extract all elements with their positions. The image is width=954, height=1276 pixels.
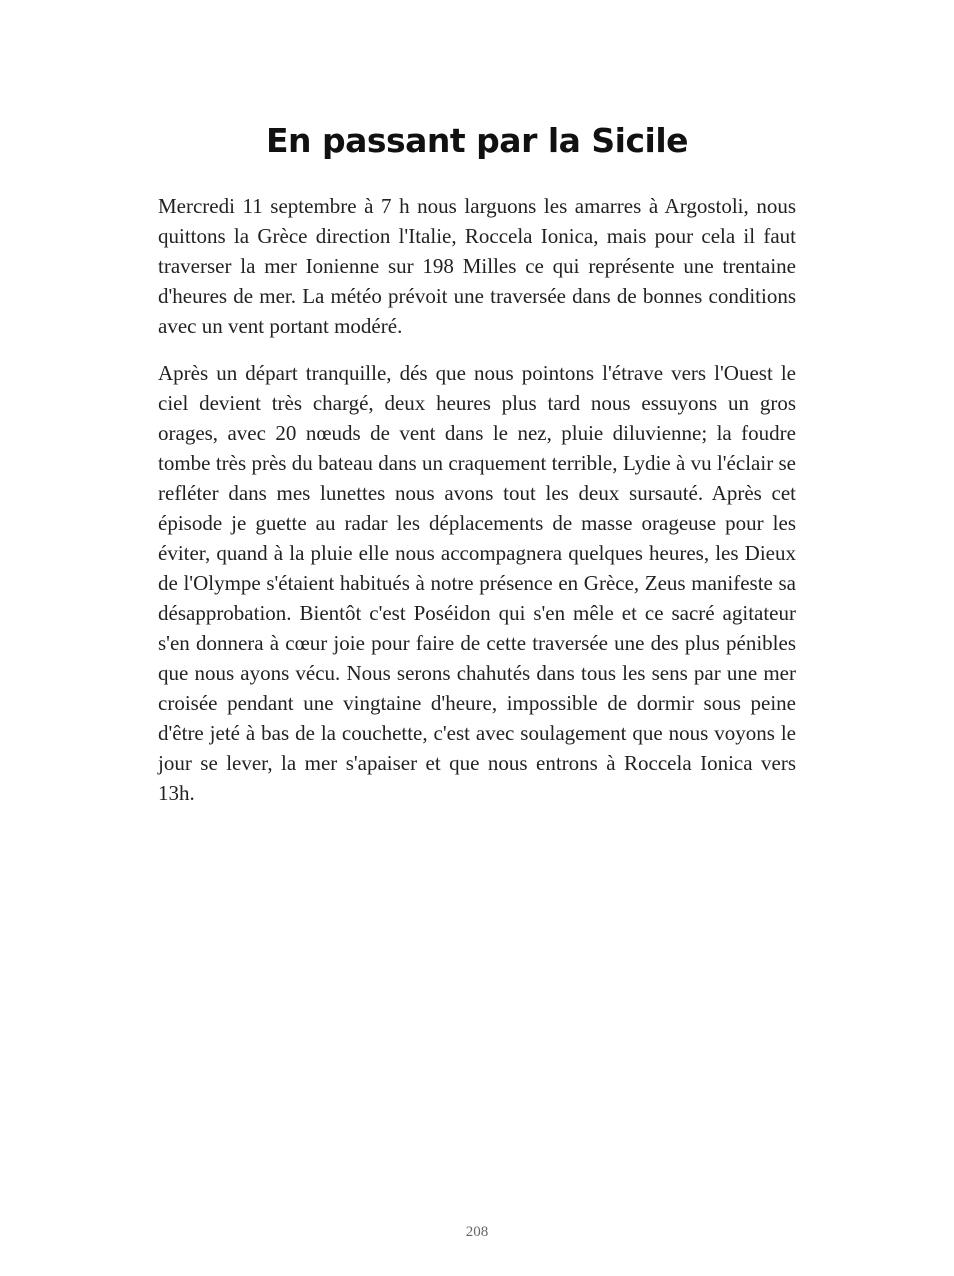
page-number: 208 <box>465 1224 489 1240</box>
paragraph-2: Après un départ tranquille, dés que nous pointons l'étrave vers l'Ouest le ciel devient très chargé, deux heures plus tard nous essuyons un gros orages, avec 20 nœuds de vent dans le nez, pluie diluvienne; la foudre tombe très près du bateau dans un craquement terrible, Lydie à vu l'éclair se refléter dans mes lunettes nous avons tout les deux sursauté. Après cet épisode je guette au radar les déplacements de masse orageuse pour les éviter, quand à la pluie elle nous accompagnera quelques heures, les Dieux de l'Olympe s'étaient habitués à notre présence en Grèce, Zeus manifeste sa désapprobation. Bientôt c'est Poséidon qui s'en mêle et ce sacré agitateur s'en donnera à cœur joie pour faire de cette traversée une des plus pénibles que nous ayons vécu. Nous serons chahutés dans tous les sens par une mer croisée pendant une vingtaine d'heure, impossible de dormir sous peine d'être jeté à bas de la couchette, c'est avec soulagement que nous voyons le jour se lever, la mer s'apaiser et que nous entrons à Roccela Ionica vers 13h. <box>158 361 796 805</box>
body-text <box>158 191 796 808</box>
page-title: En passant par la Sicile <box>265 121 689 160</box>
paragraph-1: Mercredi 11 septembre à 7 h nous larguons les amarres à Argostoli, nous quittons la Grèce direction l'Italie, Roccela Ionica, mais pour cela il faut traverser la mer Ionienne sur 198 Milles ce qui représente une trentaine d'heures de mer. La météo prévoit une traversée dans de bonnes conditions avec un vent portant modéré. <box>158 194 796 338</box>
